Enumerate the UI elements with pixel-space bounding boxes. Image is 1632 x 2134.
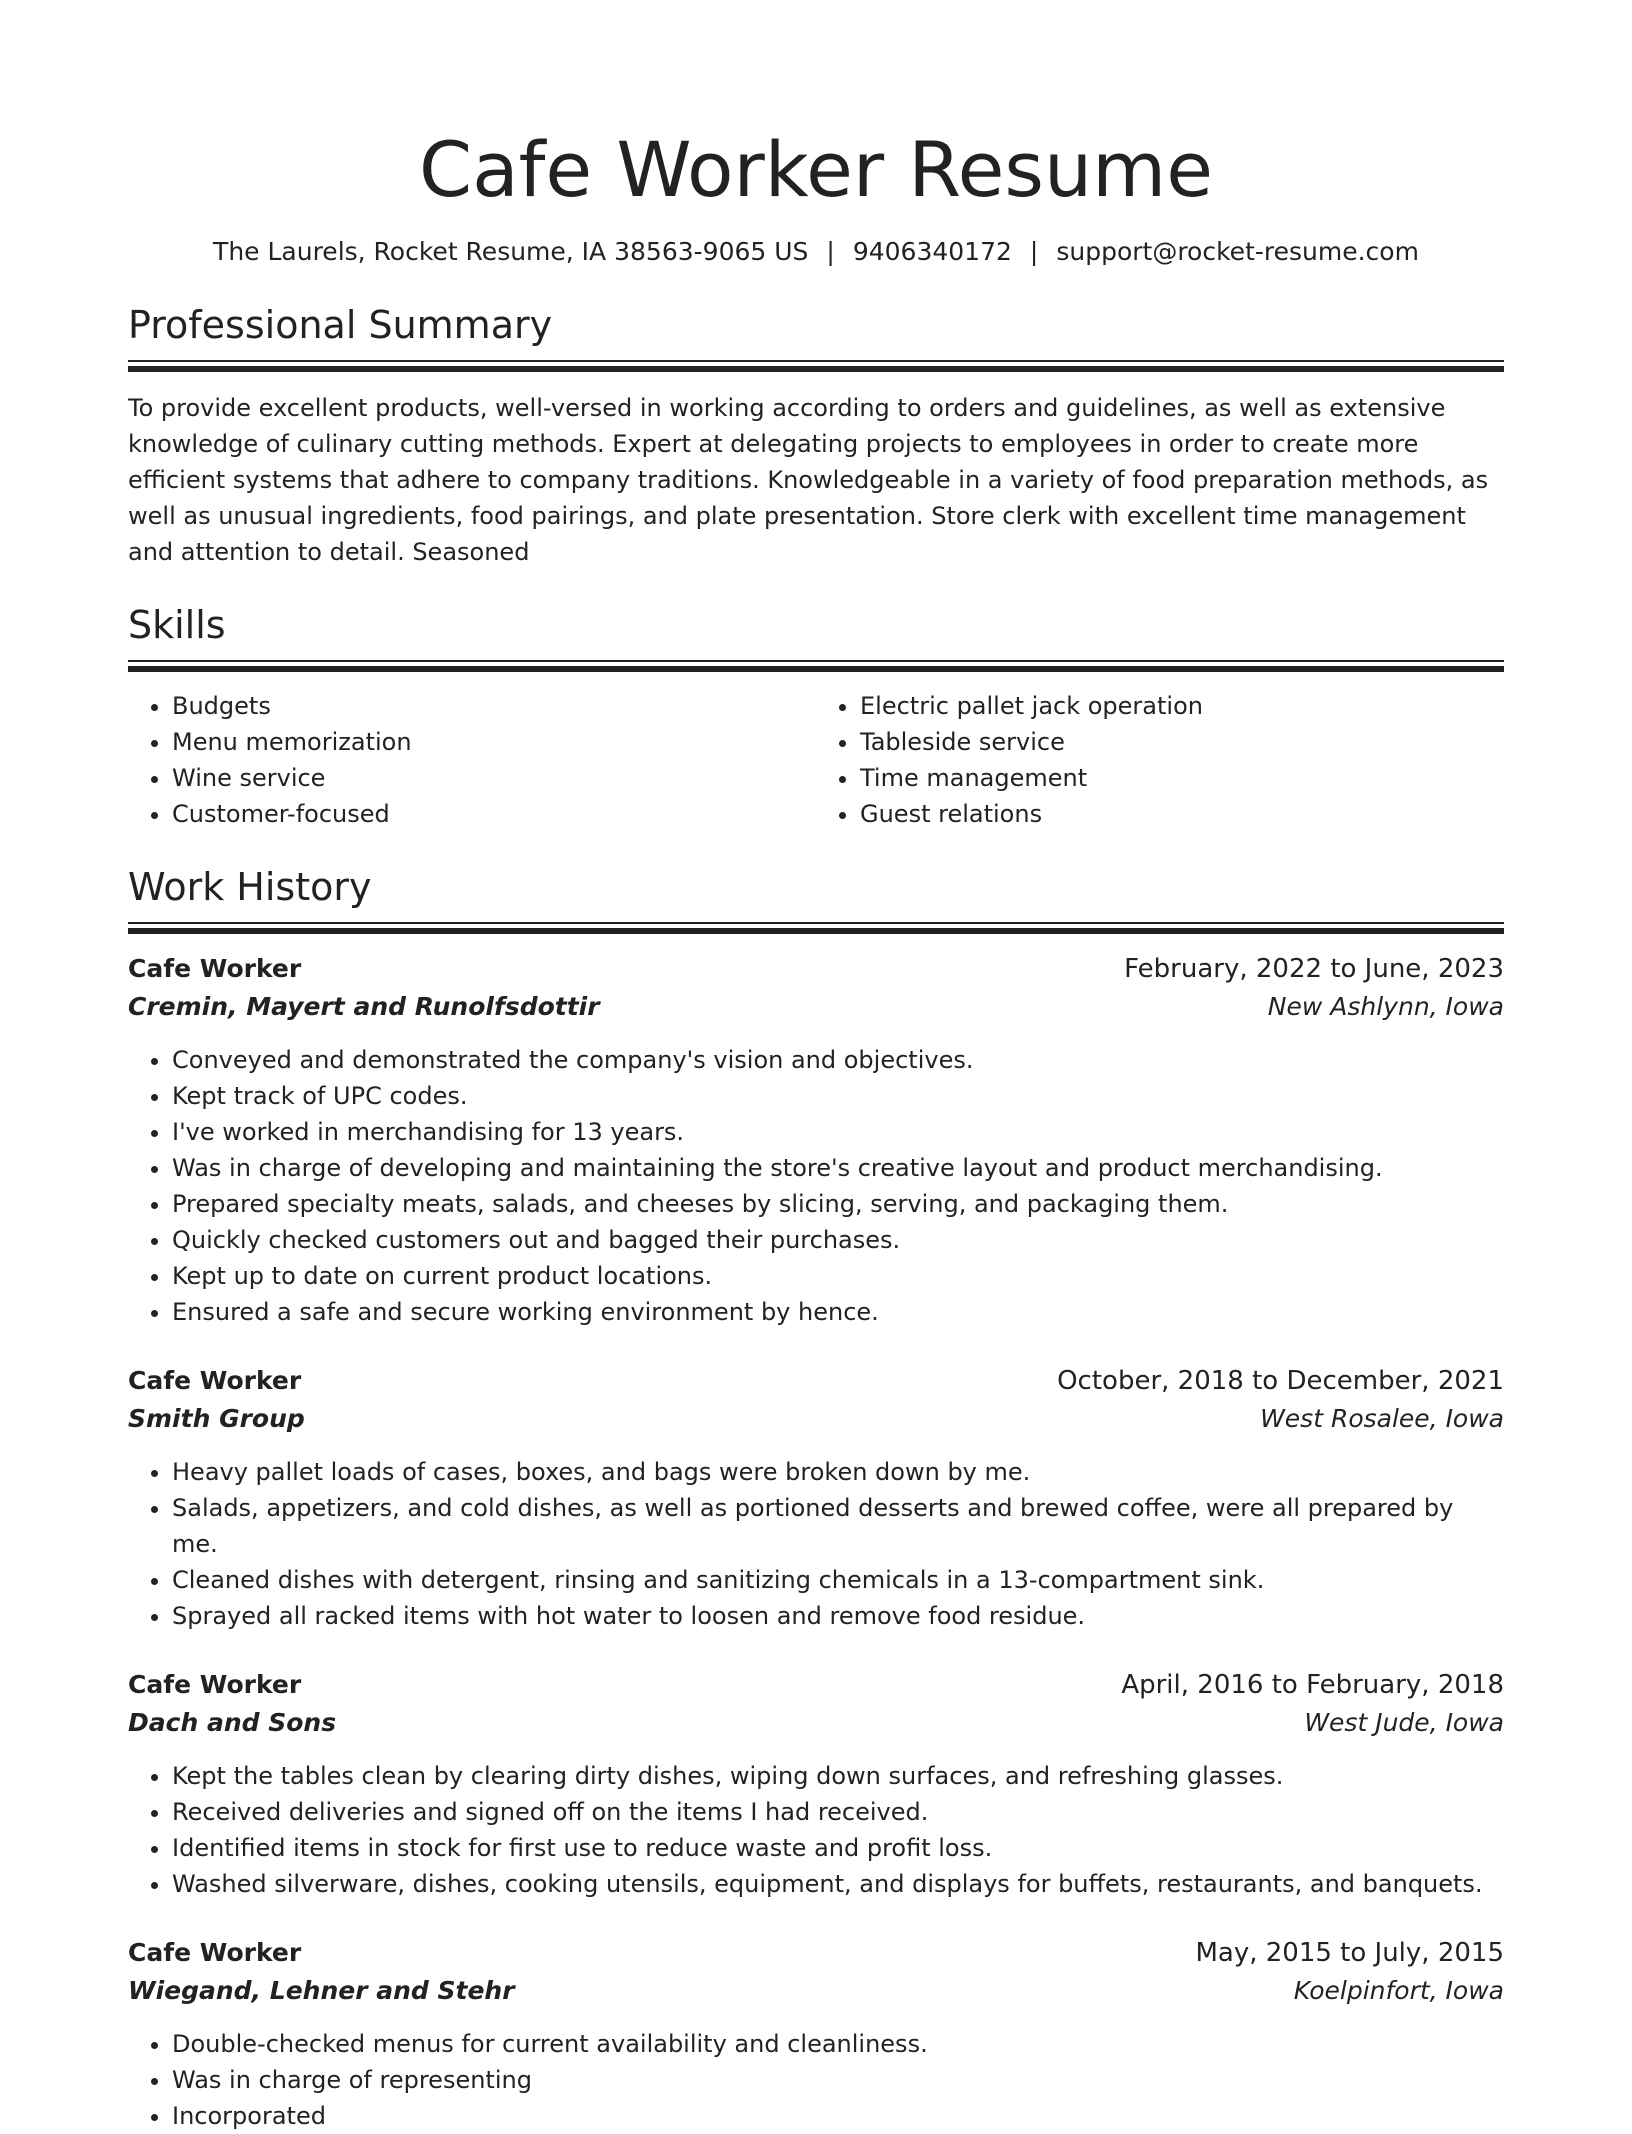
job-header xyxy=(128,950,1504,988)
job-header xyxy=(128,1666,1504,1704)
section-divider xyxy=(128,922,1504,934)
job-location: New Ashlynn, Iowa xyxy=(1267,992,1504,1021)
contact-line xyxy=(128,234,1504,270)
job-subheader xyxy=(128,1400,1504,1438)
skill-item: • Time management xyxy=(860,760,1504,796)
job-bullet: • Conveyed and demonstrated the company's vision and objectives. xyxy=(172,1042,1504,1078)
section-heading-summary: Professional Summary xyxy=(128,303,553,347)
job-dates: February, 2022 to June, 2023 xyxy=(1124,954,1504,984)
job-bullet: • Incorporated xyxy=(172,2098,1504,2134)
job-bullet: • Was in charge of representing xyxy=(172,2062,1504,2098)
skill-item: • Customer-focused xyxy=(172,796,816,832)
job-location: Koelpinfort, Iowa xyxy=(1293,1976,1504,2005)
job-company: Wiegand, Lehner and Stehr xyxy=(128,1976,515,2005)
skill-item: • Tableside service xyxy=(860,724,1504,760)
job-dates: October, 2018 to December, 2021 xyxy=(1057,1366,1504,1396)
job-bullets xyxy=(128,1454,1504,1634)
job-entry xyxy=(128,1934,1504,2134)
job-bullet: • Heavy pallet loads of cases, boxes, and bags were broken down by me. xyxy=(172,1454,1504,1490)
job-company: Smith Group xyxy=(128,1404,305,1433)
section-divider xyxy=(128,360,1504,372)
section-heading-work-history: Work History xyxy=(128,865,372,909)
skills-section xyxy=(128,600,1504,832)
job-subheader xyxy=(128,1704,1504,1742)
job-bullets xyxy=(128,1042,1504,1330)
job-header xyxy=(128,1362,1504,1400)
contact-separator: | xyxy=(826,237,835,266)
job-title: Cafe Worker xyxy=(128,1366,302,1395)
job-entry xyxy=(128,1666,1504,1902)
job-bullet: • Washed silverware, dishes, cooking utensils, equipment, and displays for buffets, restaurants, and banquets. xyxy=(172,1866,1504,1902)
resume-page xyxy=(128,0,1504,2134)
job-bullet: • Salads, appetizers, and cold dishes, as well as portioned desserts and brewed coffee, were all prepared by me. xyxy=(172,1490,1504,1562)
job-bullet: • I've worked in merchandising for 13 years. xyxy=(172,1114,1504,1150)
section-heading-skills: Skills xyxy=(128,603,226,647)
job-company: Dach and Sons xyxy=(128,1708,337,1737)
job-bullet: • Was in charge of developing and maintaining the store's creative layout and product merchandising. xyxy=(172,1150,1504,1186)
job-bullets xyxy=(128,2026,1504,2134)
job-title: Cafe Worker xyxy=(128,1670,302,1699)
job-bullets xyxy=(128,1758,1504,1902)
contact-address: The Laurels, Rocket Resume, IA 38563-9065 US xyxy=(213,237,809,266)
job-bullet: • Received deliveries and signed off on the items I had received. xyxy=(172,1794,1504,1830)
skill-item: • Guest relations xyxy=(860,796,1504,832)
summary-section xyxy=(128,300,1504,570)
job-bullet: • Double-checked menus for current availability and cleanliness. xyxy=(172,2026,1504,2062)
contact-separator: | xyxy=(1029,237,1039,266)
job-bullet: • Ensured a safe and secure working environment by hence. xyxy=(172,1294,1504,1330)
skill-item: • Wine service xyxy=(172,760,816,796)
job-entry xyxy=(128,1362,1504,1634)
job-header xyxy=(128,1934,1504,1972)
summary-text: To provide excellent products, well-versed in working according to orders and guidelines, as well as extensive knowledge of culinary cutting methods. Expert at delegating projects to employees in order to create more efficient systems that adhere to company traditions. Knowledgeable in a variety of food preparation methods, as well as unusual ingredients, food pairings, and plate presentation. Store clerk with excellent time management and attention to detail. Seasoned xyxy=(128,394,1489,566)
work-history-section xyxy=(128,862,1504,2134)
job-bullet: • Kept up to date on current product locations. xyxy=(172,1258,1504,1294)
skills-columns xyxy=(128,688,1504,832)
job-bullet: • Quickly checked customers out and bagged their purchases. xyxy=(172,1222,1504,1258)
job-bullet: • Kept track of UPC codes. xyxy=(172,1078,1504,1114)
skills-list-left xyxy=(128,688,816,832)
job-entry xyxy=(128,950,1504,1330)
skill-item: • Budgets xyxy=(172,688,816,724)
skills-list-right xyxy=(816,688,1504,832)
job-bullet: • Sprayed all racked items with hot water to loosen and remove food residue. xyxy=(172,1598,1504,1634)
page-title: Cafe Worker Resume xyxy=(419,125,1213,214)
job-subheader xyxy=(128,1972,1504,2010)
job-dates: April, 2016 to February, 2018 xyxy=(1121,1670,1504,1700)
job-location: West Jude, Iowa xyxy=(1304,1708,1504,1737)
job-bullet: • Cleaned dishes with detergent, rinsing and sanitizing chemicals in a 13-compartment sink. xyxy=(172,1562,1504,1598)
job-title: Cafe Worker xyxy=(128,1938,302,1967)
job-company: Cremin, Mayert and Runolfsdottir xyxy=(128,992,600,1021)
job-location: West Rosalee, Iowa xyxy=(1260,1404,1504,1433)
job-subheader xyxy=(128,988,1504,1026)
job-title: Cafe Worker xyxy=(128,954,302,983)
job-dates: May, 2015 to July, 2015 xyxy=(1195,1938,1504,1968)
skill-item: • Menu memorization xyxy=(172,724,816,760)
job-bullet: • Kept the tables clean by clearing dirty dishes, wiping down surfaces, and refreshing glasses. xyxy=(172,1758,1504,1794)
job-bullet: • Prepared specialty meats, salads, and cheeses by slicing, serving, and packaging them. xyxy=(172,1186,1504,1222)
contact-phone: 9406340172 xyxy=(852,237,1012,266)
contact-email: support@rocket-resume.com xyxy=(1056,237,1419,266)
section-divider xyxy=(128,660,1504,672)
job-bullet: • Identified items in stock for first use to reduce waste and profit loss. xyxy=(172,1830,1504,1866)
skill-item: • Electric pallet jack operation xyxy=(860,688,1504,724)
